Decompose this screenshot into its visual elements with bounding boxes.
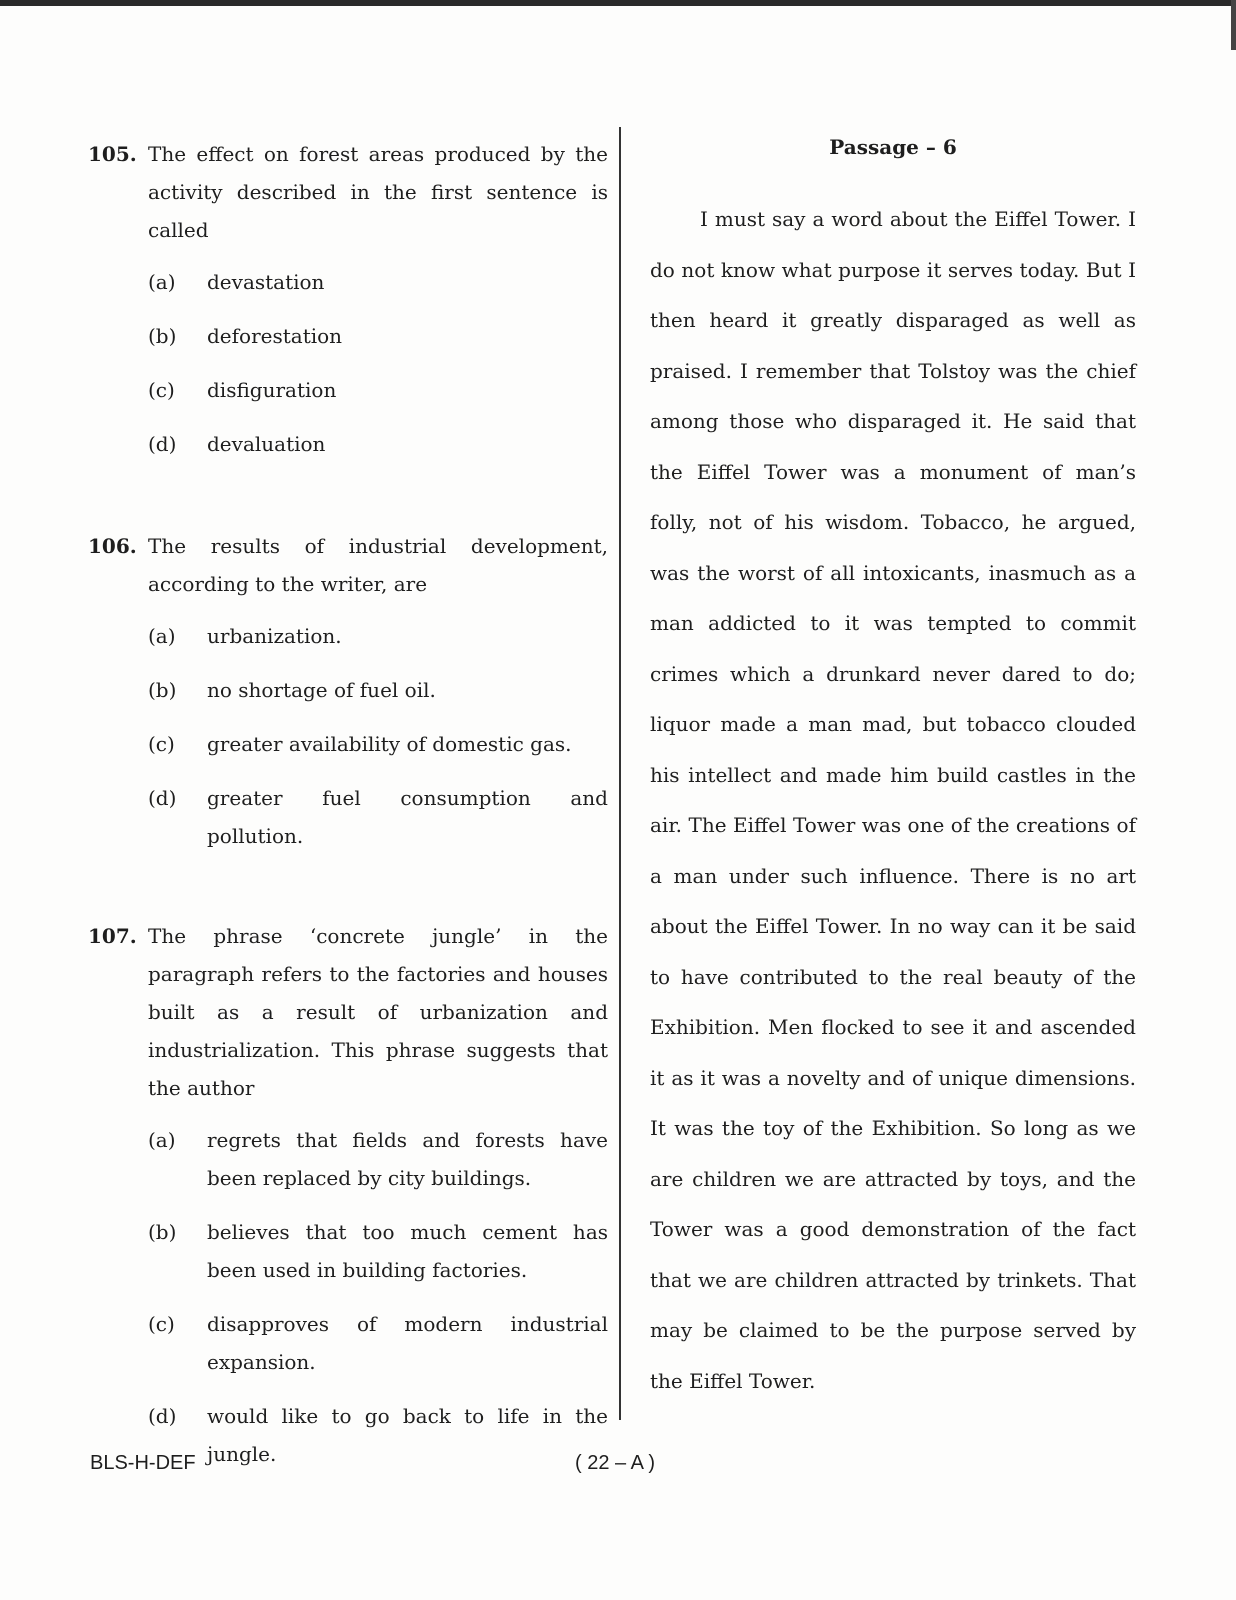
option-a <box>148 263 608 301</box>
option-label: (d) <box>148 786 177 810</box>
option-a <box>148 1121 608 1197</box>
option-text: disapproves of modern industrial expansion. <box>207 1312 608 1374</box>
option-label: (c) <box>148 732 175 756</box>
option-text: would like to go back to life in the jungle. <box>207 1404 608 1466</box>
options-list <box>148 263 608 463</box>
question-number: 105. <box>88 142 137 166</box>
options-list <box>148 1121 608 1473</box>
option-d <box>148 1397 608 1473</box>
option-label: (d) <box>148 1404 177 1428</box>
option-b <box>148 1213 608 1289</box>
option-label: (b) <box>148 1220 177 1244</box>
option-c <box>148 725 608 763</box>
option-d <box>148 779 608 855</box>
questions-column <box>88 135 608 1489</box>
option-text: no shortage of fuel oil. <box>207 678 436 702</box>
option-label: (a) <box>148 270 176 294</box>
options-list <box>148 617 608 855</box>
question-text: The results of industrial development, according to the writer, are <box>148 534 608 596</box>
question-text: The effect on forest areas produced by the activity described in the first sentence is called <box>148 142 608 242</box>
option-label: (c) <box>148 1312 175 1336</box>
option-c <box>148 1305 608 1381</box>
question-106 <box>88 527 608 855</box>
question-number: 106. <box>88 534 137 558</box>
option-text: believes that too much cement has been used in building factories. <box>207 1220 608 1282</box>
option-label: (b) <box>148 324 177 348</box>
passage-column <box>650 130 1136 1406</box>
option-label: (c) <box>148 378 175 402</box>
option-text: deforestation <box>207 324 343 348</box>
option-text: greater fuel consumption and pollution. <box>207 786 608 848</box>
option-label: (b) <box>148 678 177 702</box>
passage-title: Passage – 6 <box>829 135 957 159</box>
passage-text: I must say a word about the Eiffel Tower. I do not know what purpose it serves today. But I then heard it greatly disparaged as well as praised. I remember that Tolstoy was the chief among those who disparaged it. He said that the Eiffel Tower was a monument of man’s folly, not of his wisdom. Tobacco, he argued, was the worst of all intoxicants, inasmuch as a man addicted to it was tempted to commit crimes which a drunkard never dared to do; liquor made a man mad, but tobacco clouded his intellect and made him build castles in the air. The Eiffel Tower was one of the creations of a man under such influence. There is no art about the Eiffel Tower. In no way can it be said to have contributed to the real beauty of the Exhibition. Men flocked to see it and ascended it as it was a novelty and of unique dimensions. It was the toy of the Exhibition. So long as we are children we are attracted by toys, and the Tower was a good demonstration of the fact that we are children attracted by trinkets. That may be claimed to be the purpose served by the Eiffel Tower. <box>650 207 1136 1393</box>
option-text: devaluation <box>207 432 326 456</box>
option-c <box>148 371 608 409</box>
page-number: ( 22 – A ) <box>575 1452 656 1474</box>
option-text: devastation <box>207 270 325 294</box>
option-text: urbanization. <box>207 624 342 648</box>
booklet-code: BLS-H-DEF <box>90 1452 196 1474</box>
question-105 <box>88 135 608 463</box>
question-107 <box>88 917 608 1473</box>
question-number: 107. <box>88 924 137 948</box>
scan-edge <box>1231 0 1236 50</box>
option-text: greater availability of domestic gas. <box>207 732 572 756</box>
option-d <box>148 425 608 463</box>
option-b <box>148 317 608 355</box>
top-border <box>0 0 1236 6</box>
option-text: disfiguration <box>207 378 337 402</box>
column-divider <box>619 127 621 1420</box>
option-label: (a) <box>148 1128 176 1152</box>
question-text: The phrase ‘concrete jungle’ in the paragraph refers to the factories and houses built as a result of urbanization and industrialization. This phrase suggests that the author <box>148 924 608 1100</box>
option-a <box>148 617 608 655</box>
option-b <box>148 671 608 709</box>
option-text: regrets that fields and forests have been replaced by city buildings. <box>207 1128 608 1190</box>
option-label: (a) <box>148 624 176 648</box>
option-label: (d) <box>148 432 177 456</box>
